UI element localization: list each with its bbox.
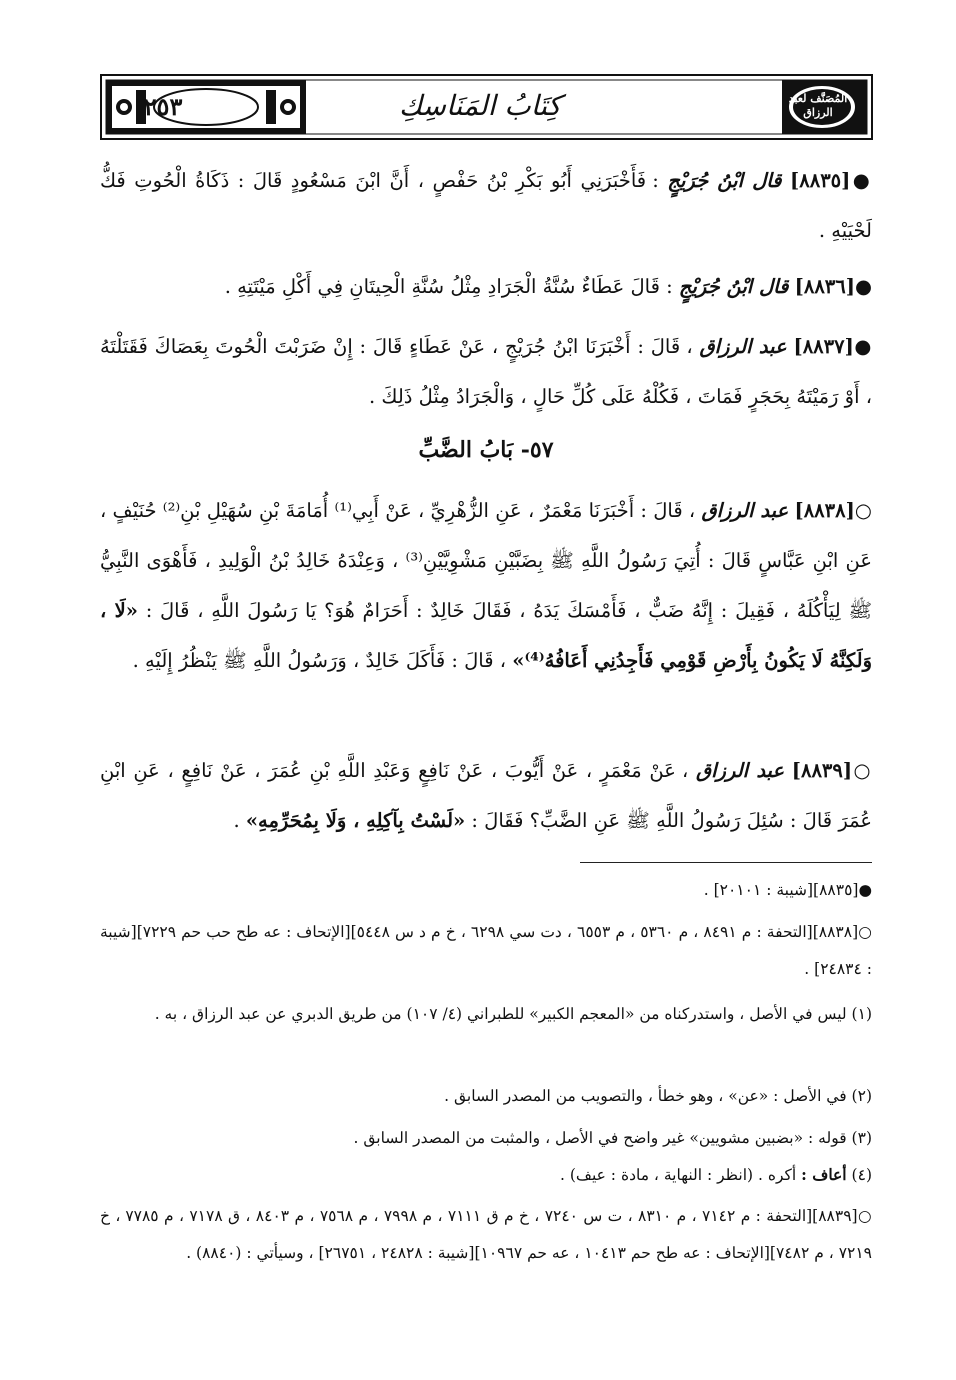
prophetic-saying: «لَسْتُ بِآكِلِهِ ، وَلَا بِمُحَرِّمِهِ» [245,809,466,832]
footnote-4 [100,1156,872,1194]
hadith-8839 [100,746,872,846]
footnote-3: (٣) قوله : «بضبين مشويين» غير واضح في الأصل ، والمثبت من المصدر السابق . [353,1129,872,1147]
hadith-8835 [100,156,872,256]
hadith-text: : قَالَ عَطَاءٌ سُنَّةُ الْجَرَادِ مِثْلُ سُنَّةِ الْحِيتَانِ فِي أَكْلِ مَيْتَتِهِ . [224,275,673,298]
footnote-8835: ●[٨٨٣٥][شيبة : ٢٠١٠١] . [703,881,872,899]
hadith-number: ●[٨٨٣٥] [790,169,873,192]
hadith-isnad: قال ابْنُ جُرَيْجٍ [678,275,789,298]
footnote-1: (١) ليس في الأصل ، واستدركناه من «المعجم الكبير» للطبراني (٤/ ١٠٧) من طريق الدبري عن عبد الرزاق ، به . [154,1005,872,1023]
footnote-divider [580,862,872,863]
hadith-number: ○[٨٨٣٩] [791,759,873,782]
chapter-title: ٥٧- بَابُ الضَّبِّ [418,437,554,463]
footnote-4-text: أكره . (انظر : النهاية ، مادة : عيف) . [560,1166,797,1184]
hadith-number: ●[٨٨٣٧] [793,335,873,358]
footnote-4-number: (٤) [851,1166,872,1184]
footnote-8839: ○[٨٨٣٩][التحفة : م ٧١٤٢ ، م ٨٣١٠ ، ت س ٧٢٤٠ ، خ م ق ٧١١١ ، م ٧٩٩٨ ، م ٧٥٦٨ ، م ٨٤٠٣ ، ق ٧١٧٨ ، م ٧٧٨٥ ، خ ٧٢١٩ ، م ٧٤٨٢][الإتحاف : عه طح حم ١٠٤١٣ ، عه حم ١٠٩٦٧][شيبة : ٢٤٨٢٨ ، ٢٦٧٥١] ، وسيأتي : (٨٨٤٠) . [100,1207,873,1262]
book-seal-logo: المُصَنَّف لعبد الرزاق [788,92,848,119]
book-title: كِتَابُ المَنَاسِكِ [398,89,562,122]
page-number: ٢٥٣ [143,92,183,121]
footnote-4-word: أعاف : [801,1165,847,1184]
hadith-text: ، عَنْ مَعْمَرٍ ، عَنْ أَيُّوبَ ، عَنْ نَافِعٍ وَعَبْدِ اللَّهِ بْنِ عُمَرَ ، عَنْ نَافِعٍ ، عَنِ ابْنِ عُمَرَ قَالَ : سُئِلَ رَسُولُ اللَّهِ ﷺ عَنِ الضَّبِّ؟ فَقَالَ : [100,759,872,832]
hadith-text-after: . [233,809,240,832]
hadith-isnad: عبد الرزاق [701,499,789,522]
footnote-2: (٢) في الأصل : «عن» ، وهو خطأ ، والتصويب من المصدر السابق . [444,1087,872,1105]
hadith-isnad: قال ابْنُ جُرَيْجٍ [667,169,782,192]
hadith-isnad: عبد الرزاق [696,759,785,782]
hadith-text: ، قَالَ : أَخْبَرَنَا ابْنُ جُرَيْجٍ ، عَنْ عَطَاءٍ قَالَ : إِنْ ضَرَبْتَ الْحُوتَ بِعَصَاكَ فَقَتَلْتَهُ ، أَوْ رَمَيْتَهُ بِحَجَرٍ فَمَاتَ ، فَكُلْهُ عَلَى كُلِّ حَالٍ ، وَالْجَرَادُ مِثْلُ ذَلِكَ . [100,335,872,408]
hadith-text: : فَأَخْبَرَنِي أَبُو بَكْرِ بْنُ حَفْصٍ ، أَنَّ ابْنَ مَسْعُودٍ قَالَ : ذَكَاةُ الْحُوتِ فَكُّ لَحْيَيْهِ . [100,169,872,242]
hadith-number: ●[٨٨٣٦] [794,275,872,298]
hadith-8838 [100,486,872,686]
prophetic-saying: «لَا ، وَلَكِنَّهُ لَا يَكُونُ بِأَرْضِ قَوْمِي فَأَجِدُنِي أَعَافُهُ⁽⁴⁾» [100,599,872,672]
hadith-number: ○[٨٨٣٨] [794,499,872,522]
hadith-text-after: ، قَالَ : فَأَكَلَ خَالِدٌ ، وَرَسُولُ اللَّهِ ﷺ يَنْظُرُ إِلَيْهِ . [132,649,507,672]
hadith-text: ، قَالَ : أَخْبَرَنَا مَعْمَرٌ ، عَنِ الزُّهْرِيِّ ، عَنْ أَبِي⁽¹⁾ أُمَامَةَ بْنِ سُهَيْلِ بْنِ⁽²⁾ حُنَيْفٍ ، عَنِ ابْنِ عَبَّاسٍ قَالَ : أُتِيَ رَسُولُ اللَّهِ ﷺ بِضَبَّيْنِ مَشْوِيَّيْنِ⁽³⁾ ، وَعِنْدَهُ خَالِدُ بْنُ الْوَلِيدِ ، فَأَهْوَى النَّبِيُّ ﷺ لِيَأْكُلَهُ ، فَقِيلَ : إِنَّهُ ضَبٌّ ، فَأَمْسَكَ يَدَهُ ، فَقَالَ خَالِدٌ : أَحَرَامٌ هُوَ؟ يَا رَسُولَ اللَّهِ ، قَالَ : [100,499,872,622]
footnote-8838: ○[٨٨٣٨][التحفة : م ٨٤٩١ ، م ٥٣٦٠ ، م ٦٥٥٣ ، دت سي ٦٢٩٨ ، خ م د س ٥٤٤٨][الإتحاف : عه طح حب حم ٧٢٢٩][شيبة : ٢٤٨٣٤] . [100,923,872,978]
hadith-8837 [100,322,872,422]
hadith-8836 [100,262,872,312]
hadith-isnad: عبد الرزاق [699,335,787,358]
